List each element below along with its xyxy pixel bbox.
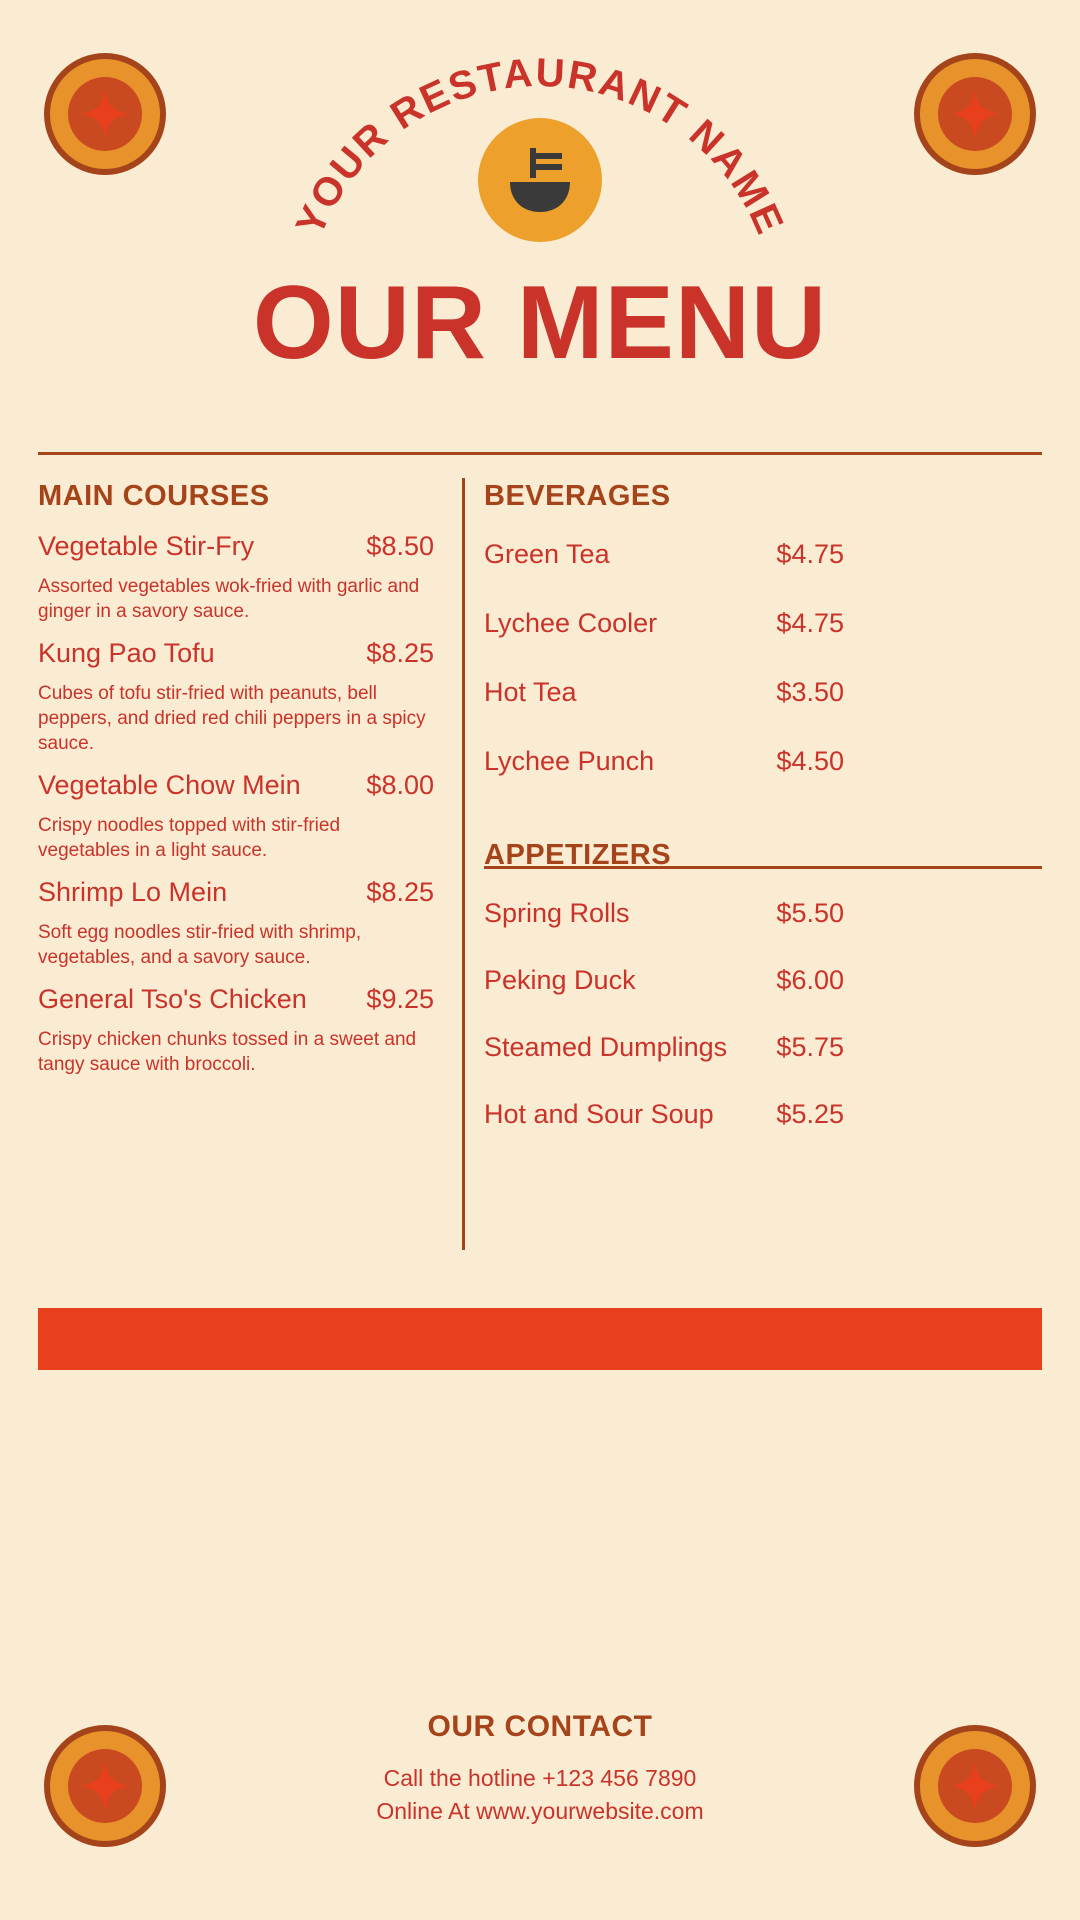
contact-website: Online At www.yourwebsite.com [376,1798,704,1824]
four-point-star-icon [79,88,131,140]
menu-item-name: General Tso's Chicken [38,984,307,1014]
menu-item-name: Lychee Punch [484,746,655,776]
menu-item-name: Kung Pao Tofu [38,638,215,668]
divider-top [38,452,1042,455]
menu-item [38,531,434,624]
corner-star-badge-top-left [44,53,166,175]
menu-item-description: Crispy noodles topped with stir-fried vegetables in a light sauce. [38,815,341,861]
menu-item-price: $4.50 [776,746,844,776]
menu-item [38,984,434,1077]
menu-item-description: Assorted vegetables wok-fried with garlic and ginger in a savory sauce. [38,576,420,622]
decorative-red-bar [38,1308,1042,1370]
noodle-bowl-icon [502,144,578,216]
menu-item-price: $8.50 [366,531,434,561]
menu-item-price: $8.00 [366,770,434,800]
section-heading-beverages: BEVERAGES [484,480,671,512]
menu-item [484,965,844,996]
menu-item-price: $5.75 [776,1032,844,1062]
badge-ring [938,77,1012,151]
menu-item-price: $8.25 [366,877,434,907]
page-title: OUR MENU [252,265,828,381]
contact-phone: Call the hotline +123 456 7890 [383,1765,697,1791]
menu-item-description: Crispy chicken chunks tossed in a sweet and tangy sauce with broccoli. [38,1029,417,1075]
menu-item-name: Hot and Sour Soup [484,1099,714,1129]
menu-item-price: $4.75 [776,608,844,638]
menu-item-name: Peking Duck [484,965,636,995]
menu-item-price: $8.25 [366,638,434,668]
menu-item [484,677,844,708]
menu-item-name: Spring Rolls [484,898,630,928]
four-point-star-icon [949,88,1001,140]
menu-item-price: $3.50 [776,677,844,707]
menu-item-price: $5.25 [776,1099,844,1129]
menu-item-name: Shrimp Lo Mein [38,877,228,907]
menu-item-price: $5.50 [776,898,844,928]
menu-item-name: Green Tea [484,539,610,569]
menu-item [38,877,434,970]
menu-item-price: $9.25 [366,984,434,1014]
menu-item-description: Cubes of tofu stir-fried with peanuts, bell peppers, and dried red chili peppers in a spicy sauce. [38,683,426,754]
badge-ring [68,77,142,151]
menu-item-description: Soft egg noodles stir-fried with shrimp, vegetables, and a savory sauce. [38,922,362,968]
menu-item [484,898,844,929]
menu-item-name: Steamed Dumplings [484,1032,728,1062]
menu-item-price: $6.00 [776,965,844,995]
corner-star-badge-top-right [914,53,1036,175]
menu-item [484,1032,844,1063]
menu-item [484,539,844,570]
menu-item-name: Vegetable Stir-Fry [38,531,255,561]
logo-circle [478,118,602,242]
contact-block [0,1710,1080,1828]
contact-title: OUR CONTACT [427,1710,653,1743]
menu-item-name: Hot Tea [484,677,577,707]
menu-item [38,638,434,756]
divider-vertical [462,478,465,1250]
menu-item [484,746,844,777]
column-main-courses [38,480,434,1091]
menu-item-name: Lychee Cooler [484,608,658,638]
section-heading-main-courses: MAIN COURSES [38,480,270,512]
menu-item [484,1099,844,1130]
appetizers-list [484,898,844,1130]
menu-item [484,608,844,639]
arc-title-text: YOUR RESTAURANT NAME [287,58,793,242]
section-heading-appetizers: APPETIZERS [484,839,672,871]
column-beverages-appetizers [484,480,844,1166]
menu-item [38,770,434,863]
beverages-list [484,539,844,777]
menu-item-price: $4.75 [776,539,844,569]
menu-item-name: Vegetable Chow Mein [38,770,301,800]
